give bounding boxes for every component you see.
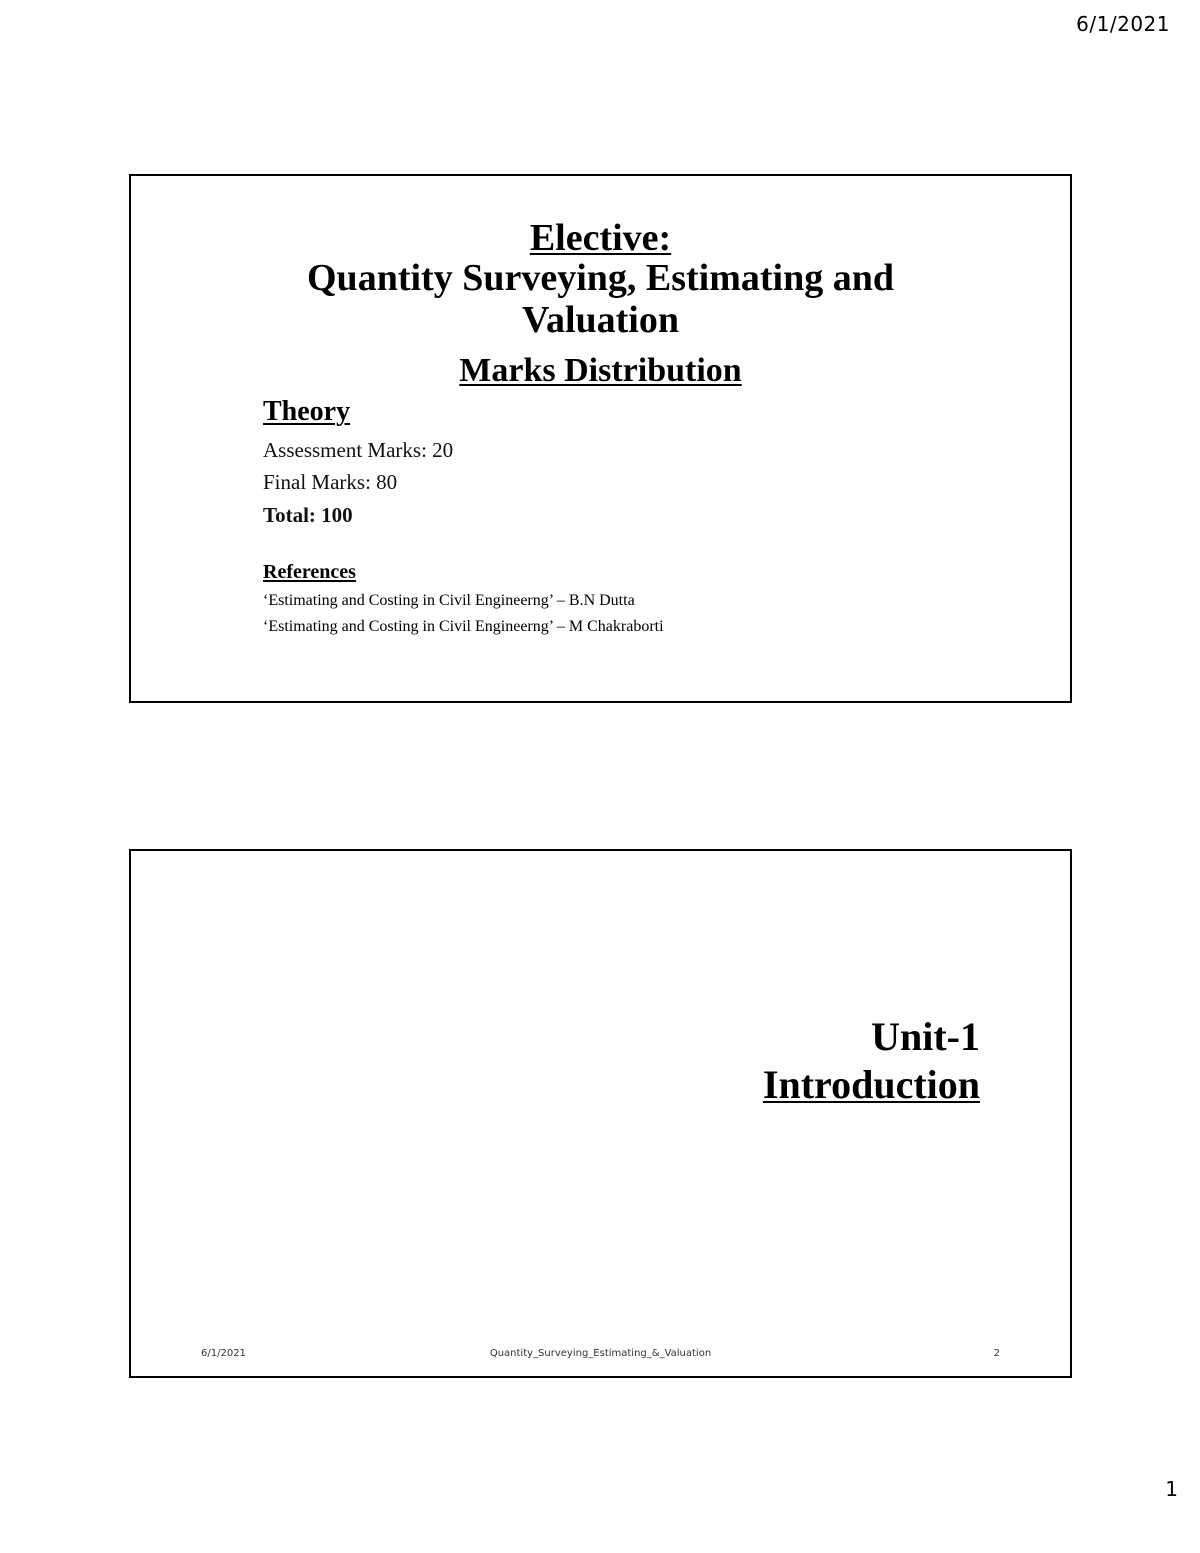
marks-distribution-text: Marks Distribution [459, 352, 742, 389]
footer-slide-number: 2 [993, 1348, 1000, 1359]
unit-title: Introduction [762, 1062, 980, 1107]
course-title-line-2: Valuation [522, 299, 679, 341]
final-marks: Final Marks: 80 [263, 470, 398, 494]
assessment-marks: Assessment Marks: 20 [263, 438, 454, 462]
footer-title: Quantity_Surveying_Estimating_&_Valuation [489, 1348, 712, 1359]
course-title-line-1: Quantity Surveying, Estimating and [307, 257, 894, 299]
marks-distribution-heading [131, 352, 1070, 390]
page-number: 1 [1165, 1477, 1178, 1501]
unit-title-block [763, 1013, 980, 1109]
unit-label: Unit-1 [871, 1014, 980, 1059]
elective-label: Elective: [529, 217, 672, 259]
reference-item: ‘Estimating and Costing in Civil Engineerng’ – B.N Dutta [263, 592, 635, 609]
slide-2 [129, 849, 1072, 1378]
footer-date: 6/1/2021 [201, 1348, 246, 1359]
slide-1 [129, 174, 1072, 703]
theory-heading: Theory [263, 396, 351, 427]
reference-item: ‘Estimating and Costing in Civil Engineerng’ – M Chakraborti [263, 618, 664, 635]
total-marks: Total: 100 [263, 503, 353, 527]
page-date: 6/1/2021 [1076, 12, 1170, 36]
references-heading: References [263, 561, 356, 583]
